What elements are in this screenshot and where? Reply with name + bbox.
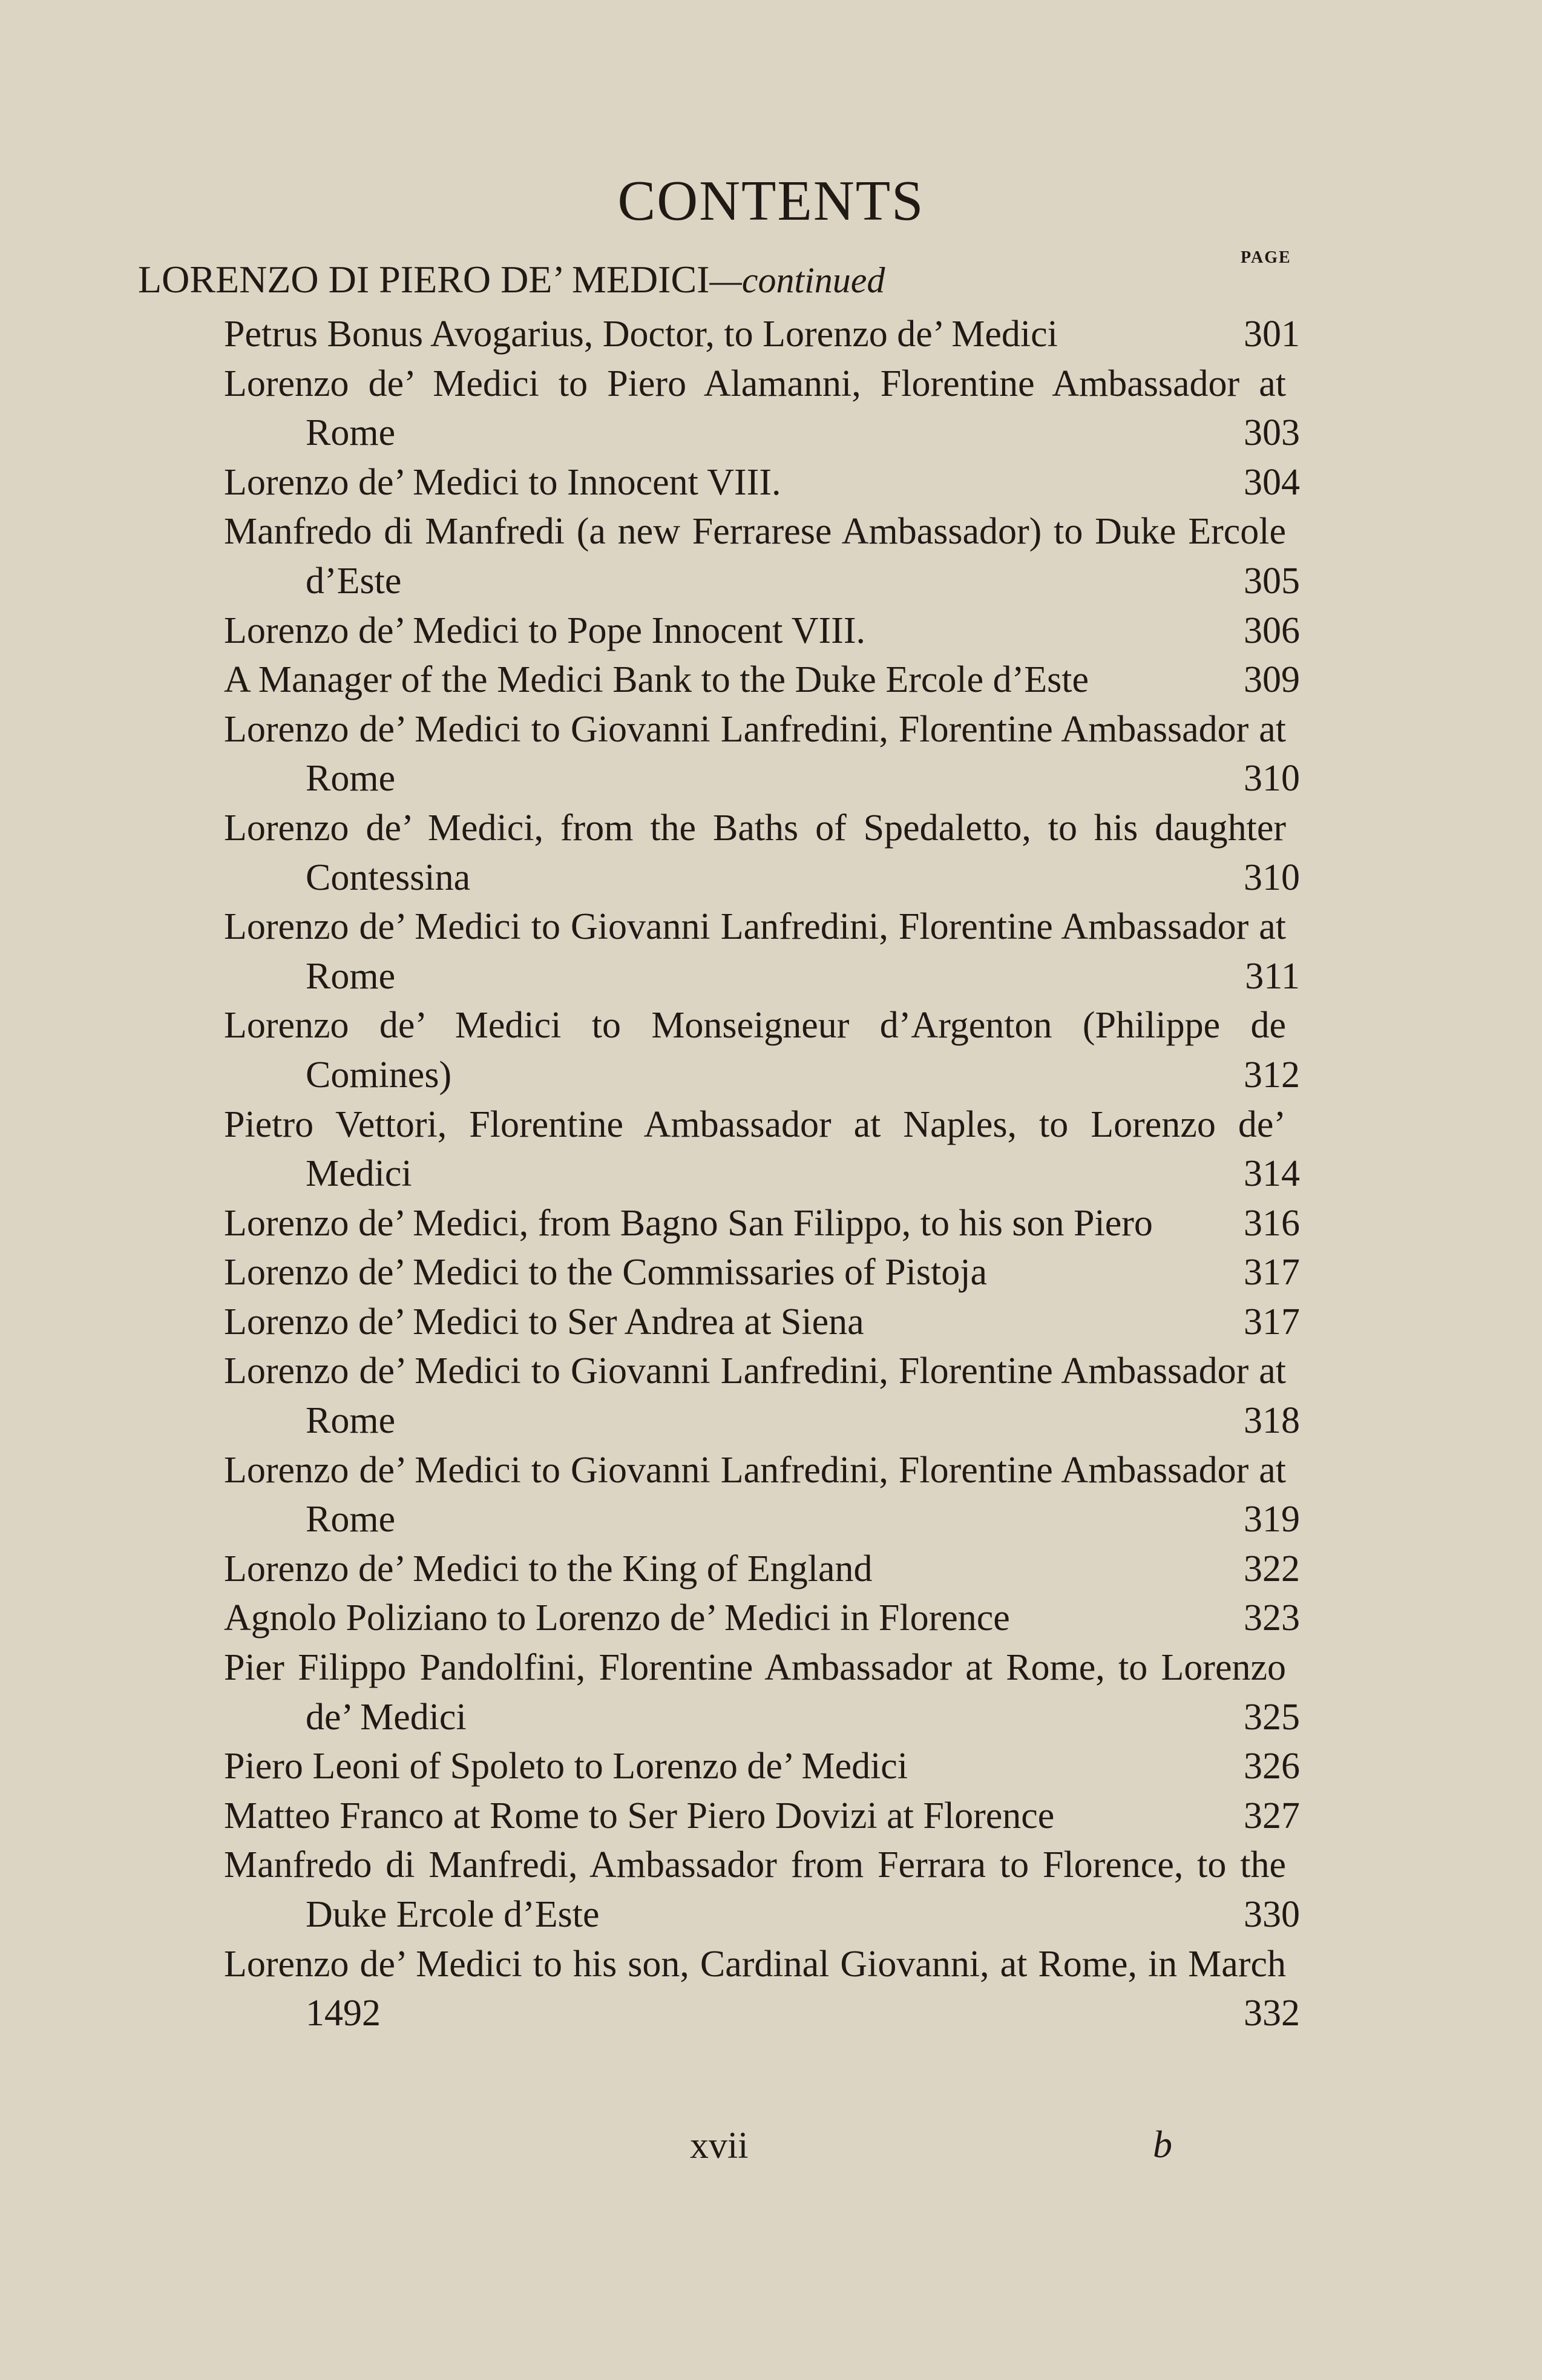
contents-entry	[0, 458, 1542, 508]
contents-entry	[0, 1001, 1542, 1100]
contents-entry	[0, 1742, 1542, 1792]
entry-title: Lorenzo de’ Medici to his son, Cardinal Giovanni, at Rome, in March 1492	[224, 1943, 1286, 2034]
entry-page-number: 312	[1244, 1054, 1300, 1096]
contents-entry	[0, 1643, 1542, 1742]
entry-title: Lorenzo de’ Medici to Monseigneur d’Argenton (Philippe de Comines)	[224, 1005, 1286, 1096]
contents-entry	[0, 1792, 1542, 1841]
entry-page-number: 309	[1244, 659, 1300, 701]
contents-entry	[0, 310, 1542, 360]
entry-title: Lorenzo de’ Medici to Pope Innocent VIII.	[224, 610, 865, 651]
entry-page-number: 310	[1244, 758, 1300, 800]
contents-entry	[0, 1841, 1542, 1939]
entry-page-number: 318	[1244, 1400, 1300, 1442]
entry-title: Manfredo di Manfredi, Ambassador from Ferrara to Florence, to the Duke Ercole d’Este	[224, 1844, 1286, 1935]
section-heading-name: LORENZO DI PIERO DE’ MEDICI	[138, 258, 710, 301]
entry-title: Lorenzo de’ Medici to Giovanni Lanfredini, Florentine Ambassador at Rome	[224, 1350, 1286, 1442]
contents-entry	[0, 607, 1542, 656]
page-column-label: PAGE	[1241, 248, 1291, 267]
signature-mark: b	[1153, 2123, 1172, 2166]
contents-entry	[0, 360, 1542, 458]
entry-title: Petrus Bonus Avogarius, Doctor, to Lorenzo de’ Medici	[224, 314, 1058, 355]
entry-page-number: 314	[1244, 1153, 1300, 1195]
entry-title: Lorenzo de’ Medici, from Bagno San Filippo, to his son Piero	[224, 1202, 1153, 1244]
entry-title: Lorenzo de’ Medici to Ser Andrea at Siena	[224, 1301, 864, 1343]
contents-entry	[0, 1298, 1542, 1347]
contents-entry	[0, 804, 1542, 902]
entry-page-number: 326	[1244, 1746, 1300, 1787]
entry-title: Matteo Franco at Rome to Ser Piero Dovizi at Florence	[224, 1795, 1055, 1836]
entry-page-number: 310	[1244, 856, 1300, 898]
entry-page-number: 317	[1244, 1252, 1300, 1294]
entry-page-number: 319	[1244, 1499, 1300, 1540]
entry-title: Manfredo di Manfredi (a new Ferrarese Ambassador) to Duke Ercole d’Este	[224, 511, 1286, 602]
contents-entry	[0, 902, 1542, 1001]
entry-title: Lorenzo de’ Medici to Piero Alamanni, Florentine Ambassador at Rome	[224, 363, 1286, 454]
entry-title: Lorenzo de’ Medici to the King of England	[224, 1548, 873, 1589]
entry-page-number: 306	[1244, 610, 1300, 651]
entry-title: A Manager of the Medici Bank to the Duke Ercole d’Este	[224, 659, 1089, 701]
entry-title: Lorenzo de’ Medici to Innocent VIII.	[224, 461, 781, 503]
entry-page-number: 325	[1244, 1696, 1300, 1738]
entry-title: Agnolo Poliziano to Lorenzo de’ Medici in Florence	[224, 1597, 1010, 1639]
entry-page-number: 311	[1245, 955, 1300, 997]
contents-entry	[0, 656, 1542, 705]
contents-entry	[0, 507, 1542, 606]
entry-page-number: 322	[1244, 1548, 1300, 1589]
contents-entry	[0, 1100, 1542, 1199]
contents-entry	[0, 1199, 1542, 1249]
entry-page-number: 303	[1244, 412, 1300, 454]
entry-page-number: 323	[1244, 1597, 1300, 1639]
section-continued-label: —continued	[709, 260, 885, 300]
entry-title: Piero Leoni of Spoleto to Lorenzo de’ Medici	[224, 1746, 908, 1787]
entry-page-number: 316	[1244, 1202, 1300, 1244]
entry-page-number: 305	[1244, 560, 1300, 602]
contents-entry	[0, 1594, 1542, 1643]
contents-entry	[0, 1545, 1542, 1594]
contents-entry	[0, 1446, 1542, 1545]
entry-title: Lorenzo de’ Medici to Giovanni Lanfredini, Florentine Ambassador at Rome	[224, 1449, 1286, 1540]
entry-page-number: 330	[1244, 1894, 1300, 1935]
page-title: CONTENTS	[617, 169, 925, 232]
entry-title: Lorenzo de’ Medici to the Commissaries of Pistoja	[224, 1252, 987, 1294]
entry-title: Pietro Vettori, Florentine Ambassador at Naples, to Lorenzo de’ Medici	[224, 1103, 1286, 1195]
entry-title: Lorenzo de’ Medici to Giovanni Lanfredini, Florentine Ambassador at Rome	[224, 906, 1286, 997]
entry-page-number: 304	[1244, 461, 1300, 503]
contents-entry	[0, 705, 1542, 804]
contents-entry	[0, 1940, 1542, 2039]
entry-title: Lorenzo de’ Medici to Giovanni Lanfredini, Florentine Ambassador at Rome	[224, 708, 1286, 800]
page-number-roman: xvii	[690, 2125, 749, 2166]
entry-page-number: 327	[1244, 1795, 1300, 1836]
entry-page-number: 332	[1244, 1993, 1300, 2034]
entry-title: Lorenzo de’ Medici, from the Baths of Spedaletto, to his daughter Contessina	[224, 807, 1286, 898]
entry-title: Pier Filippo Pandolfini, Florentine Ambassador at Rome, to Lorenzo de’ Medici	[224, 1647, 1286, 1738]
contents-list	[0, 310, 1542, 2039]
contents-entry	[0, 1248, 1542, 1298]
entry-page-number: 317	[1244, 1301, 1300, 1343]
entry-page-number: 301	[1244, 314, 1300, 355]
section-heading	[138, 257, 885, 302]
contents-entry	[0, 1347, 1542, 1445]
